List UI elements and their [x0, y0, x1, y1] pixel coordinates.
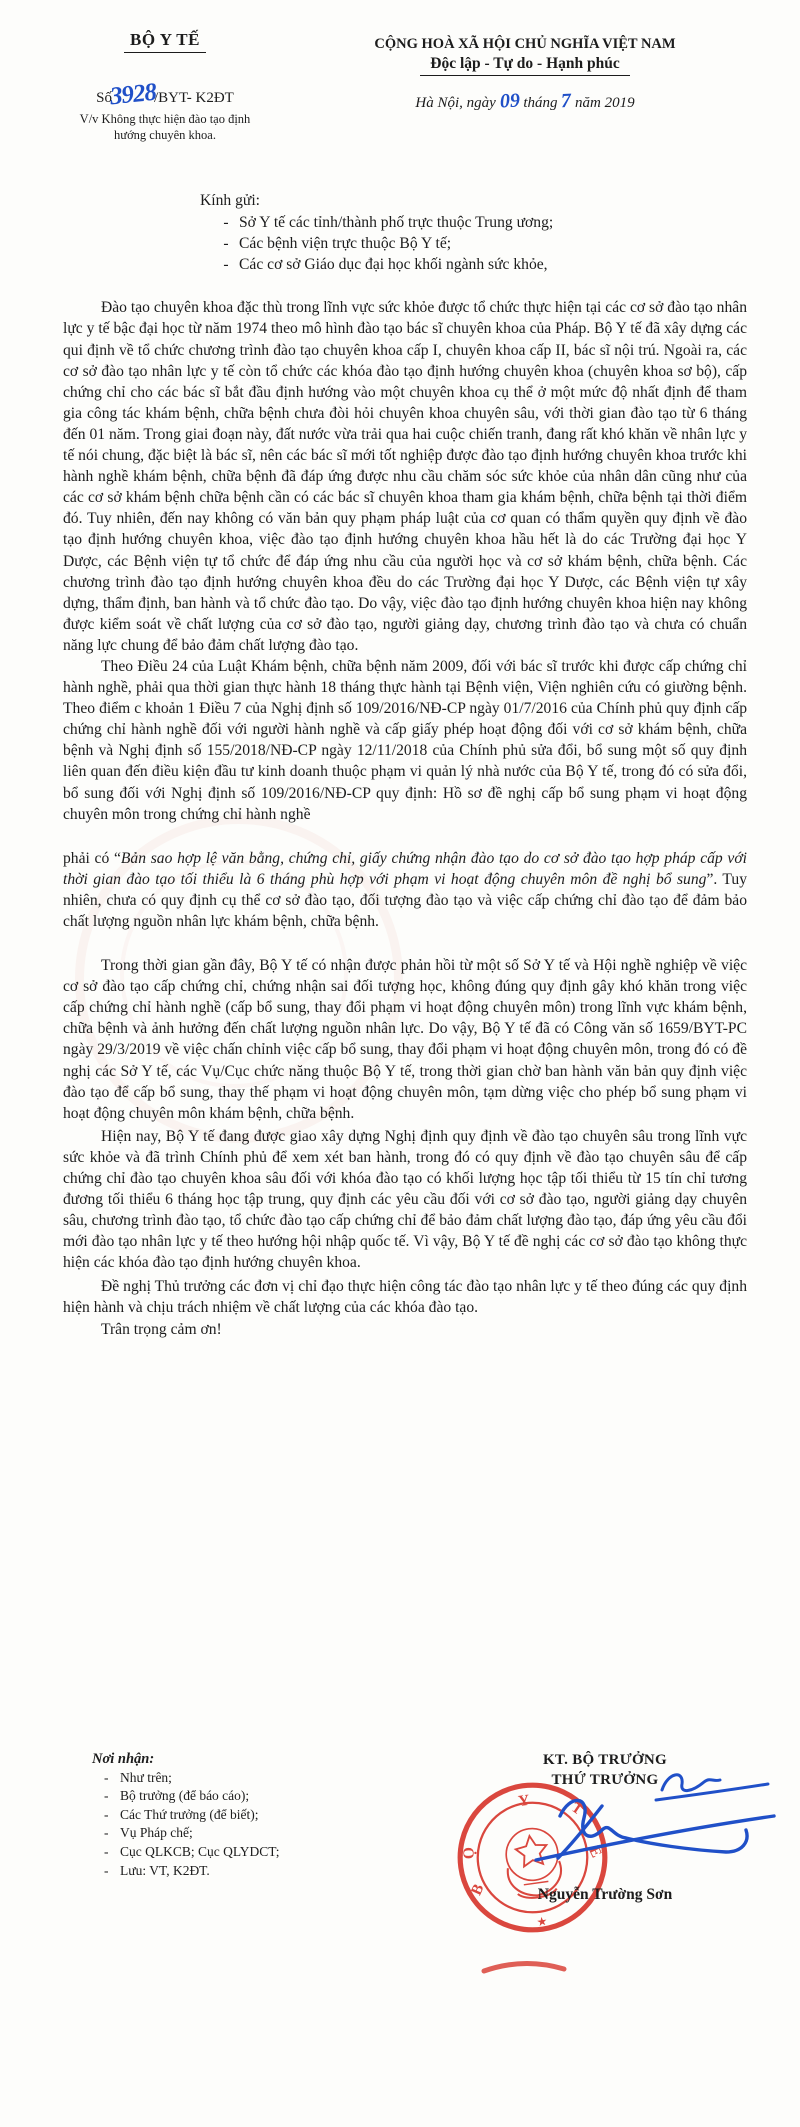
closing-line: Trân trọng cảm ơn! [101, 1320, 222, 1338]
subject-line-1: V/v Không thực hiện đào tạo định [79, 112, 251, 126]
distribution-text: Bộ trưởng (để báo cáo); [120, 1788, 250, 1804]
recipient-item [213, 254, 747, 275]
doc-no-prefix: Số [96, 90, 112, 106]
recipient-text: Các cơ sở Giáo dục đại học khối ngành sức khỏe, [239, 256, 548, 274]
dash: - [104, 1825, 109, 1841]
svg-text:Ộ: Ộ [460, 1846, 478, 1860]
paragraph-2: Theo Điều 24 của Luật Khám bệnh, chữa bệnh năm 2009, đối với bác sĩ trước khi được cấp chứng chỉ hành nghề, phải qua thời gian thực hành 18 tháng thực hành tại Bệnh viện, Viện nghiên cứu có giường bệnh. Theo điểm c khoản 1 Điều 7 của Nghị định số 109/2016/NĐ-CP ngày 01/7/2016 của Chính phủ quy định cấp chứng chỉ hành nghề đối với người hành nghề và cấp giấy phép hoạt động đối với cơ sở khám bệnh, chữa bệnh và Nghị định số 155/2018/NĐ-CP ngày 12/11/2018 của Chính phủ sửa đổi, bổ sung một số quy định liên quan đến điều kiện đầu tư kinh doanh thuộc phạm vi quản lý nhà nước của Bộ Y tế, trong đó có sửa đổi, bổ sung đối với Nghị định số 109/2016/NĐ-CP quy định: Hồ sơ đề nghị cấp bổ sung phạm vi hoạt động chuyên môn trong chứng chỉ hành nghề [63, 657, 747, 823]
svg-text:T: T [568, 1798, 587, 1819]
signer-title-1: KT. BỘ TRƯỞNG [542, 1752, 668, 1768]
recipient-text: Các bệnh viện trực thuộc Bộ Y tế; [239, 235, 452, 253]
distribution-text: Như trên; [120, 1769, 172, 1785]
svg-text:Ế: Ế [585, 1843, 605, 1861]
distribution-item [104, 1806, 392, 1825]
paragraph-1: Đào tạo chuyên khoa đặc thù trong lĩnh vực sức khỏe được tổ chức thực hiện tại các cơ sở đào tạo nhân lực y tế bậc đại học từ năm 1974 theo mô hình đào tạo bác sĩ chuyên khoa của Pháp. Bộ Y tế đã xây dựng các qui định về tổ chức chương trình đào tạo chuyên khoa cấp I, chuyên khoa cấp II, bác sĩ nội trú. Ngoài ra, các cơ sở đào tạo nhân lực y tế còn tổ chức các khóa đào tạo định hướng chuyên khoa (chuyên khoa sơ bộ), cấp chứng chỉ cho các bác sĩ bắt đầu định hướng vào một chuyên khoa cụ thể ở một mức độ nhất định để tham gia công tác khám bệnh, chữa bệnh chưa đòi hỏi chuyên khoa chuyên sâu, với thời gian đào tạo từ 6 tháng đến 01 năm. Trong giai đoạn này, đất nước vừa trải qua hai cuộc chiến tranh, đang rất khó khăn về nhân lực y tế nói chung, đặc biệt là bác sĩ, nên các bác sĩ mới tốt nghiệp được đào tạo định hướng chuyên khoa trước khi hành nghề khám bệnh, chữa bệnh đã đáp ứng được nhu cầu chăm sóc sức khỏe của nhân dân cũng như của các cơ sở khám bệnh chữa bệnh cần có các bác sĩ chuyên khoa tham gia khám bệnh, chữa bệnh tại thời điểm đó. Tuy nhiên, đến nay không có văn bản quy phạm pháp luật của cơ quan có thẩm quyền quy định về đào tạo định hướng chuyên khoa, việc đào tạo định hướng chuyên khoa hầu hết là do các Trường đại học Y Dược, các Bệnh viện tự tổ chức để đáp ứng nhu cầu của người học và cơ sở khám bệnh, chữa bệnh. Các chương trình đào tạo định hướng chuyên khoa đều do các Trường đại học Y Dược, các Bệnh viện tự xây dựng, thẩm định, ban hành và tổ chức đào tạo. Do vậy, việc đào tạo định hướng chuyên khoa hiện nay không được kiểm soát về chất lượng của cơ sở đào tạo, người giảng dạy, chương trình đào tạo và chưa có chuẩn năng lực chung để bảo đảm chất lượng đào tạo. [63, 299, 747, 654]
date-mid: tháng [523, 95, 558, 111]
distribution-list [92, 1750, 392, 1880]
p3-quote-italic: Bản sao hợp lệ văn bằng, chứng chỉ, giấy chứng nhận đào tạo do cơ sở đào tạo hợp pháp cấp với thời gian đào tạo tối thiểu là 6 tháng phù hợp với phạm vi hoạt động chuyên môn đề nghị bổ sung [63, 849, 747, 888]
doc-no-handwritten: 3928 [108, 78, 158, 111]
recipient-item [213, 212, 747, 233]
distribution-text: Vụ Pháp chế; [120, 1825, 193, 1841]
letter-body [63, 190, 747, 1340]
paragraph-3 [63, 848, 747, 932]
p3-pre: phải có “ [63, 849, 121, 867]
document-number [55, 78, 275, 111]
dash: - [223, 235, 229, 253]
svg-text:Y: Y [517, 1791, 531, 1811]
date-day-handwritten: 09 [498, 89, 521, 113]
distribution-item [104, 1769, 392, 1788]
dash: - [104, 1806, 109, 1822]
distribution-text: Các Thứ trưởng (để biết); [120, 1806, 259, 1822]
signature-initials-icon [652, 1766, 772, 1814]
paragraph-6: Đề nghị Thủ trưởng các đơn vị chỉ đạo thực hiện công tác đào tạo nhân lực y tế theo đúng các quy định hiện hành và chịu trách nhiệm về chất lượng của các khóa đào tạo. [63, 1277, 747, 1316]
signer-name: Nguyễn Trường Sơn [537, 1886, 673, 1903]
dash: - [104, 1788, 109, 1804]
dash: - [223, 256, 229, 274]
signer-title-2: THỨ TRƯỞNG [551, 1772, 659, 1788]
header-national-motto [285, 36, 765, 113]
paragraph-4: Trong thời gian gần đây, Bộ Y tế có nhận được phản hồi từ một số Sở Y tế và Hội nghề nghiệp về việc cơ sở đào tạo cấp chứng chỉ, chứng nhận sai đối tượng học, không đúng quy định gây khó khăn trong việc cấp chứng chỉ hành nghề (cấp bổ sung, thay đổi phạm vi hoạt động chuyên môn) trong lĩnh vực khám bệnh, chữa bệnh và ảnh hưởng đến chất lượng nguồn nhân lực. Do vậy, Bộ Y tế đã có Công văn số 1659/BYT-PC ngày 29/3/2019 về việc chấn chỉnh việc cấp bổ sung, thay đổi phạm vi hoạt động chuyên môn, trong đó có đề nghị các Sở Y tế, các Vụ/Cục chức năng thuộc Bộ Y tế, trong thời gian chờ ban hành văn bản quy định việc đào tạo để cấp bổ sung, thay thế phạm vi hoạt động chuyên môn, tạm dừng việc cho phép bổ sung phạm vi hoạt động chuyên môn khám bệnh, chữa bệnh. [63, 957, 747, 1122]
distribution-item [104, 1843, 392, 1862]
distribution-item [104, 1824, 392, 1843]
p3-post: ”. Tuy nhiên, chưa có quy định cụ thể cơ sở đào tạo, đối tượng đào tạo và việc cấp chứng chỉ đào tạo để đảm bảo chất lượng nguồn nhân lực khám bệnh, chữa bệnh. [63, 870, 747, 930]
national-name: CỘNG HOÀ XÃ HỘI CHỦ NGHĨA VIỆT NAM [374, 36, 676, 52]
distribution-label: Nơi nhận: [92, 1751, 155, 1767]
svg-text:★: ★ [536, 1916, 548, 1929]
date-post: năm 2019 [575, 95, 635, 111]
org-name: BỘ Y TẾ [124, 30, 206, 53]
date-pre: Hà Nội, ngày [415, 95, 496, 111]
subject-line-2: hướng chuyên khoa. [114, 128, 216, 143]
distribution-items [92, 1769, 392, 1881]
document-subject [55, 111, 275, 144]
dash: - [104, 1843, 109, 1859]
recipient-text: Sở Y tế các tỉnh/thành phố trực thuộc Trung ương; [239, 214, 554, 232]
date-month-handwritten: 7 [560, 89, 572, 113]
seal-arc-remnant-icon [478, 1954, 570, 1978]
doc-no-suffix: /BYT- K2ĐT [153, 90, 234, 106]
date-line [285, 90, 765, 113]
distribution-item [104, 1787, 392, 1806]
distribution-text: Cục QLKCB; Cục QLYDCT; [120, 1843, 280, 1859]
recipient-list [213, 212, 747, 275]
header-issuing-org [55, 30, 275, 144]
paragraph-5: Hiện nay, Bộ Y tế đang được giao xây dựng Nghị định quy định về đào tạo chuyên sâu trong lĩnh vực sức khỏe và đã trình Chính phủ để xem xét ban hành, trong đó có quy định về đào tạo chuyên sâu để cấp chứng chỉ đào tạo chuyên khoa sâu đối với khóa đào tạo có khối lượng học tập tối thiểu từ 15 tín chỉ tương đương tối thiểu 6 tháng học tập trung, quy định các yêu cầu đối với cơ sở đào tạo, người giảng dạy chuyên sâu, chương trình đào tạo, tổ chức đào tạo cấp chứng chỉ để bảo đảm chất lượng đào tạo, đáp ứng yêu cầu đổi mới đào tạo nhân lực y tế theo hướng hội nhập quốc tế. Vì vậy, Bộ Y tế đề nghị các cơ sở đào tạo không thực hiện các khóa đào tạo định hướng chuyên khoa. [63, 1127, 747, 1272]
distribution-item [104, 1862, 392, 1881]
dash: - [104, 1769, 109, 1785]
dash: - [104, 1862, 109, 1878]
recipient-item [213, 233, 747, 254]
svg-text:B: B [467, 1881, 488, 1898]
dash: - [223, 214, 229, 232]
salutation-label: Kính gửi: [200, 192, 260, 209]
distribution-text: Lưu: VT, K2ĐT. [120, 1862, 210, 1878]
national-motto: Độc lập - Tự do - Hạnh phúc [420, 55, 629, 76]
